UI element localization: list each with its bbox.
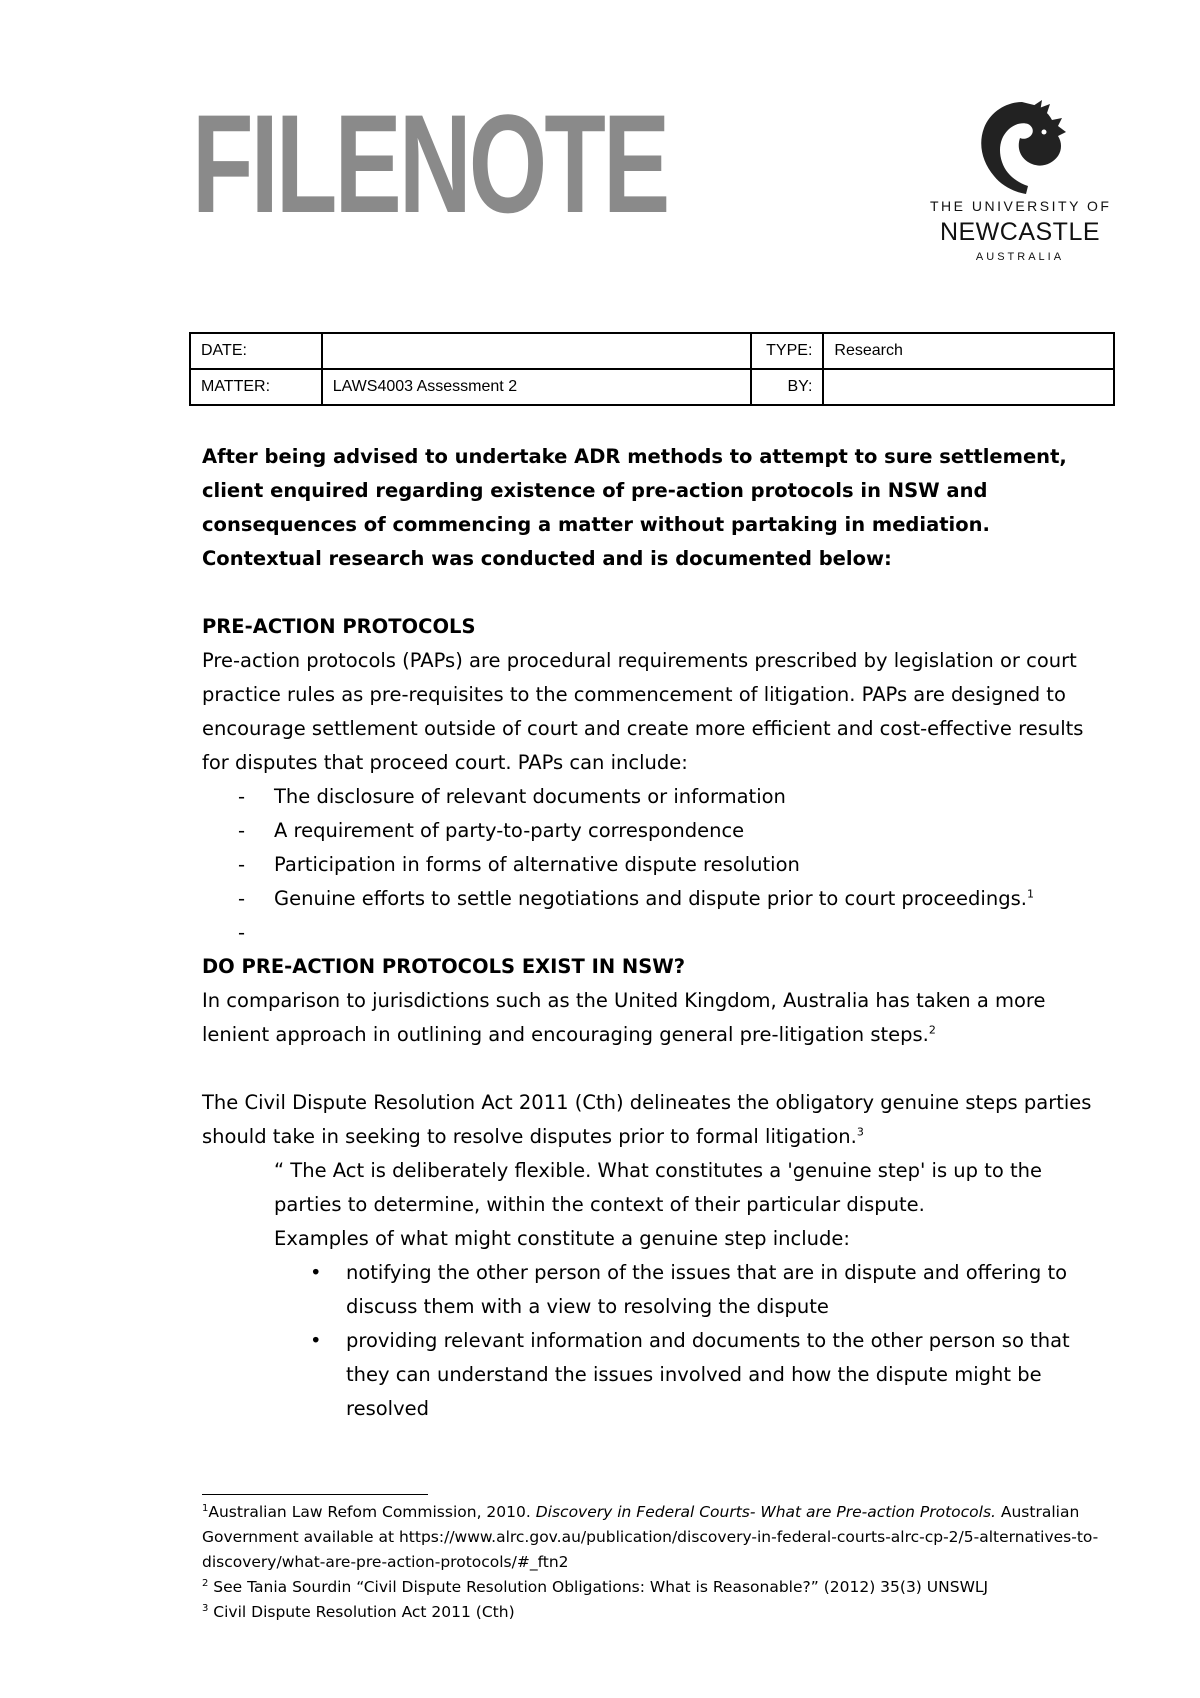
list-item: • providing relevant information and documents to the other person so that they can understand the issues involved and how the dispute might be resolved	[310, 1329, 1070, 1420]
filenote-body	[202, 440, 1102, 1426]
newcastle-horse-icon	[970, 98, 1070, 196]
footnote-ref-3[interactable]: 3	[856, 1125, 864, 1139]
quote-paragraph-2: Examples of what might constitute a genuine step include:	[274, 1227, 850, 1250]
filenote-details-table	[189, 332, 1115, 406]
paps-list	[202, 780, 1102, 950]
paragraph-comparison: In comparison to jurisdictions such as the United Kingdom, Australia has taken a more lenient approach in outlining and encouraging general pre-litigation steps.$^2$	[202, 989, 1046, 1046]
date-label: DATE:	[190, 333, 322, 369]
logo-text-university-of: THE UNIVERSITY OF	[930, 198, 1112, 214]
type-value: Research	[823, 333, 1114, 369]
footnotes	[202, 1500, 1102, 1625]
list-item: - The disclosure of relevant documents or information	[238, 785, 786, 808]
list-item: - A requirement of party-to-party correspondence	[238, 819, 745, 842]
logo-text-newcastle: NEWCASTLE	[939, 218, 1101, 246]
list-item: • notifying the other person of the issues that are in dispute and offering to discuss them with a view to resolving the dispute	[310, 1261, 1068, 1318]
paragraph-civil-dispute-act: The Civil Dispute Resolution Act 2011 (Cth) delineates the obligatory genuine steps parties should take in seeking to resolve disputes prior to formal litigation.$^3$	[202, 1091, 1092, 1148]
footnote-ref-1[interactable]: 1	[1026, 887, 1034, 901]
list-item: - Genuine efforts to settle negotiations and dispute prior to court proceedings.$^1$	[238, 887, 1034, 910]
footnote-ref-2[interactable]: 2	[928, 1023, 936, 1037]
section-heading-pre-action-protocols: PRE-ACTION PROTOCOLS	[202, 615, 476, 638]
footnote-1-link[interactable]: Australian Government available at https://www.alrc.gov.au/publication/discovery-in-federal-courts-alrc-cp-2/5-alternatives-to-discovery/what-are-pre-action-protocols/#_ftn2	[202, 1503, 1099, 1571]
table-row	[190, 333, 1114, 369]
logo-text-australia: AUSTRALIA	[975, 251, 1065, 263]
paragraph-paps-definition: Pre-action protocols (PAPs) are procedural requirements prescribed by legislation or court practice rules as pre-requisites to the commencement of litigation. PAPs are designed to encourage settlement outside of court and create more efficient and cost-effective results for disputes that proceed court. PAPs can include:	[202, 649, 1084, 774]
document-title: FILENOTE	[192, 85, 668, 242]
footnote-1: $^1$Australian Law Refom Commission, 2010. Discovery in Federal Courts- What are Pre-action Protocols. Australian Government available at https://www.alrc.gov.au/publication/discovery-in-federal-courts-alrc-cp-2/5-alternatives-to-discovery/what-are-pre-action-protocols/#_ftn2	[202, 1502, 1099, 1571]
footnote-2: $^2$ See Tania Sourdin “Civil Dispute Resolution Obligations: What is Reasonable?” (2012) 35(3) UNSWLJ	[202, 1577, 989, 1596]
by-label: BY:	[751, 369, 823, 405]
table-row	[190, 369, 1114, 405]
footnote-separator	[202, 1494, 428, 1495]
matter-value: LAWS4003 Assessment 2	[322, 369, 752, 405]
list-item-empty: -	[238, 921, 246, 944]
section-heading-nsw: DO PRE-ACTION PROTOCOLS EXIST IN NSW?	[202, 955, 686, 978]
intro-paragraph: After being advised to undertake ADR methods to attempt to sure settlement, client enquired regarding existence of pre-action protocols in NSW and consequences of commencing a matter without partaking in mediation. Contextual research was conducted and is documented below:	[202, 445, 1067, 570]
matter-label: MATTER:	[190, 369, 322, 405]
by-value	[823, 369, 1114, 405]
date-value	[322, 333, 752, 369]
list-item: - Participation in forms of alternative dispute resolution	[238, 853, 800, 876]
quote-paragraph-1: “ The Act is deliberately flexible. What constitutes a 'genuine step' is up to the parties to determine, within the context of their particular dispute.	[274, 1159, 1043, 1216]
genuine-steps-list	[202, 1256, 1102, 1426]
university-logo	[930, 98, 1110, 268]
footnote-3: $^3$ Civil Dispute Resolution Act 2011 (Cth)	[202, 1602, 515, 1621]
type-label: TYPE:	[751, 333, 823, 369]
